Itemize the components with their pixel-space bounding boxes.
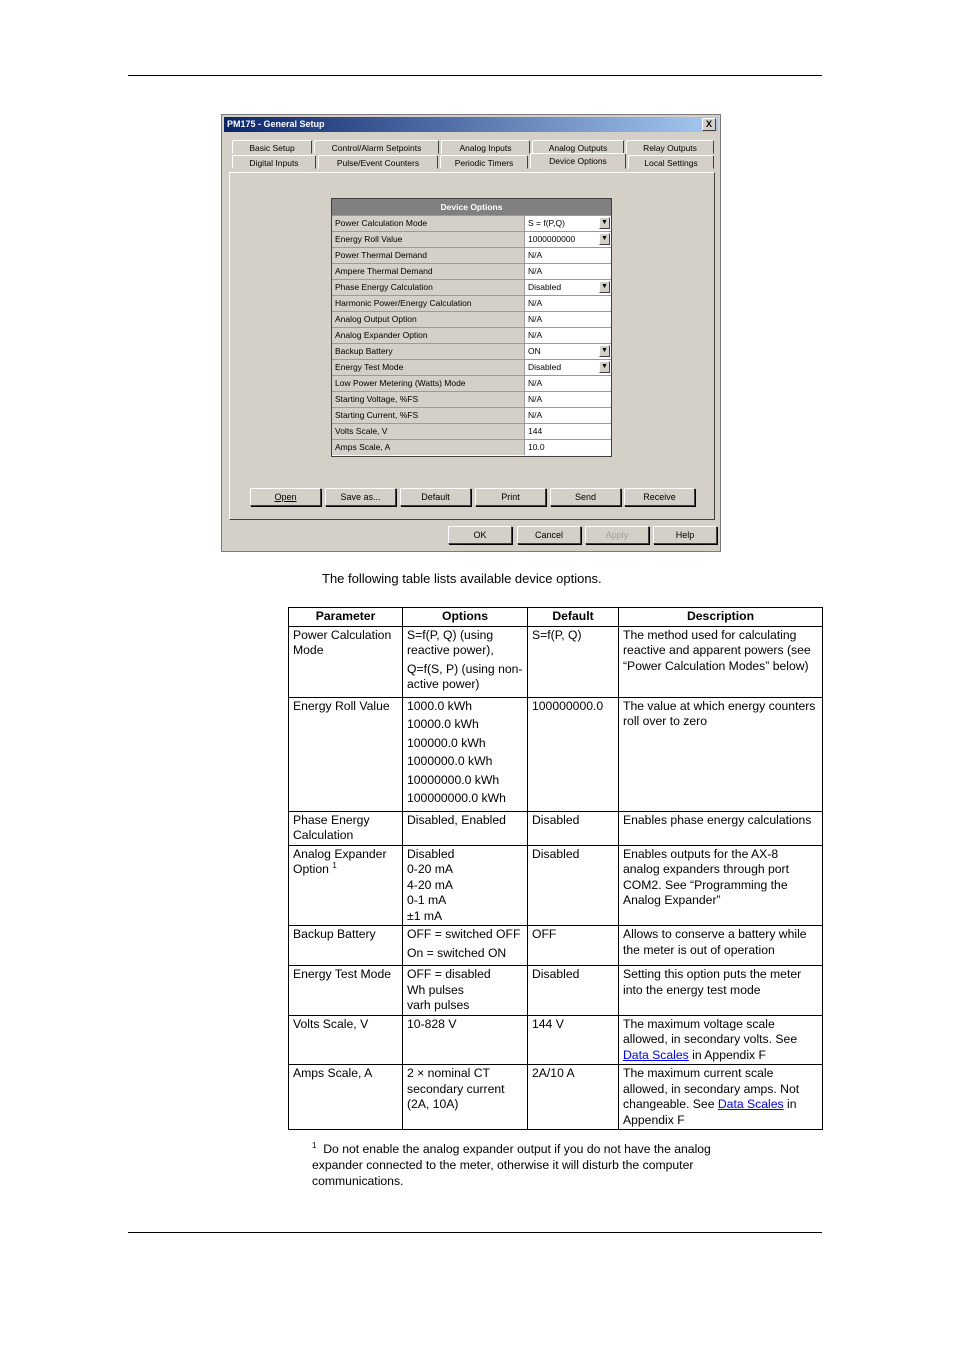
grid-param-name: Analog Output Option [332,312,525,327]
grid-param-name: Power Calculation Mode [332,216,525,231]
options-cell [403,1015,528,1065]
device-options-grid [331,198,612,457]
option-value: 10-828 V [407,1016,457,1031]
tab-pulse-event-counters[interactable]: Pulse/Event Counters [318,155,438,169]
option-value: Q=f(S, P) (using non-active power) [407,661,523,691]
save-as-button[interactable] [325,488,396,506]
grid-value-text: Disabled [528,282,562,292]
footnote [312,1141,732,1189]
footnote-text: Do not enable the analog expander output if you do not have the analog expander connected to the meter, otherwise it will disturb the computer communications. [312,1142,711,1188]
open-button[interactable] [250,488,321,506]
grid-row [332,247,611,263]
grid-param-value[interactable] [525,392,611,407]
grid-value-text: 10.0 [528,442,545,452]
chevron-down-icon[interactable]: ▼ [599,281,610,293]
parameter-cell [289,697,403,811]
default-value: Disabled [532,967,580,981]
default-cell [528,626,619,697]
grid-param-value[interactable] [525,376,611,391]
chevron-down-icon[interactable]: ▼ [599,233,610,245]
parameter-name: Amps Scale, A [293,1066,373,1080]
options-cell [403,926,528,966]
grid-param-name: Low Power Metering (Watts) Mode [332,376,525,391]
parameter-name: Energy Test Mode [293,967,392,981]
tab-basic-setup[interactable]: Basic Setup [232,140,312,154]
default-cell [528,1015,619,1065]
default-cell [528,966,619,1016]
header-default: Default [528,608,619,627]
print-label: Print [501,492,520,502]
options-cell [403,697,528,811]
grid-param-value[interactable] [525,344,611,359]
option-value: Disabled, Enabled [407,812,506,827]
default-value: S=f(P, Q) [532,627,582,642]
grid-param-value[interactable] [525,280,611,295]
option-value: ±1 mA [407,908,443,923]
description-cell [619,1065,823,1130]
data-scales-link[interactable]: Data Scales [717,1097,784,1111]
description-cell [619,697,823,811]
table-row [289,966,823,1016]
parameter-name: Phase Energy Calculation [293,812,370,842]
grid-param-value[interactable] [525,424,611,439]
description-text: The maximum voltage scale allowed, in secondary volts. See [623,1016,798,1046]
grid-value-text: N/A [528,330,543,340]
description-cell [619,926,823,966]
table-row [289,626,823,697]
default-label: Default [421,492,450,502]
options-cell [403,626,528,697]
option-value: 1000.0 kWh [407,698,473,713]
grid-param-name: Starting Current, %FS [332,408,525,423]
grid-row [332,327,611,343]
cancel-button[interactable]: Cancel [517,526,581,544]
data-scales-link[interactable]: Data Scales [623,1047,689,1062]
open-label: Open [274,492,297,502]
table-caption: The following table lists available device options. [322,571,602,586]
options-cell [403,966,528,1016]
grid-param-name: Energy Roll Value [332,232,525,247]
parameter-cell [289,1015,403,1065]
default-button[interactable] [400,488,471,506]
option-value: 10000.0 kWh [407,717,479,731]
parameter-name: Energy Roll Value [293,698,390,713]
grid-row [332,279,611,295]
tab-control-alarm-setpoints[interactable]: Control/Alarm Setpoints [314,140,439,154]
option-value: OFF = disabled [407,967,491,981]
grid-param-name: Harmonic Power/Energy Calculation [332,296,525,311]
grid-row [332,375,611,391]
grid-value-text: ON [528,346,541,356]
grid-param-value[interactable] [525,328,611,343]
grid-row [332,407,611,423]
dialog-title: PM175 - General Setup [227,119,325,129]
tab-digital-inputs[interactable]: Digital Inputs [232,155,316,169]
receive-button[interactable] [624,488,695,506]
grid-value-text: 1000000000 [528,234,576,244]
grid-param-name: Volts Scale, V [332,424,525,439]
grid-value-text: N/A [528,378,543,388]
grid-param-value[interactable] [525,408,611,423]
description-text: The maximum current scale allowed, in secondary amps. Not changeable. See [623,1066,800,1111]
print-button[interactable] [475,488,546,506]
grid-value-text: N/A [528,394,543,404]
chevron-down-icon[interactable]: ▼ [599,345,610,357]
chevron-down-icon[interactable]: ▼ [599,361,610,373]
table-row [289,1015,823,1065]
description-cell [619,1015,823,1065]
grid-param-value[interactable] [525,312,611,327]
default-value: OFF [532,927,557,941]
grid-row [332,311,611,327]
description-text: Enables phase energy calculations [623,812,812,827]
option-value: 2 × nominal CT secondary current (2A, 10A) [407,1066,505,1111]
parameter-cell [289,926,403,966]
tab-analog-outputs[interactable]: Analog Outputs [532,140,624,154]
grid-param-name: Phase Energy Calculation [332,280,525,295]
option-value: On = switched ON [407,945,507,960]
grid-row [332,295,611,311]
grid-param-value[interactable] [525,360,611,375]
parameter-cell [289,845,403,926]
grid-param-name: Amps Scale, A [332,440,525,455]
description-cell [619,626,823,697]
grid-row [332,231,611,247]
description-text: Setting this option puts the meter into the energy test mode [623,967,802,997]
grid-param-name: Starting Voltage, %FS [332,392,525,407]
general-setup-dialog [221,114,721,552]
grid-row [332,215,611,231]
send-button[interactable] [550,488,621,506]
close-icon[interactable]: X [702,118,716,131]
table-row [289,697,823,811]
tab-local-settings[interactable]: Local Settings [628,155,714,169]
default-cell [528,926,619,966]
save-as-label: Save as... [340,492,381,502]
grid-row [332,391,611,407]
grid-param-value[interactable] [525,440,611,455]
grid-value-text: 144 [528,426,543,436]
grid-value-text: S = f(P,Q) [528,218,565,228]
option-value: Wh pulses [407,982,464,997]
description-text-end: in Appendix F [688,1047,766,1062]
option-value: 4-20 mA [407,877,454,892]
tab-periodic-timers[interactable]: Periodic Timers [440,155,528,169]
grid-param-value[interactable] [525,248,611,263]
grid-param-name: Ampere Thermal Demand [332,264,525,279]
options-cell [403,1065,528,1130]
parameter-name: Volts Scale, V [293,1016,369,1031]
default-value: 144 V [532,1016,564,1031]
grid-value-text: Disabled [528,362,562,372]
option-value: varh pulses [407,998,470,1012]
grid-value-text: N/A [528,298,543,308]
grid-row [332,423,611,439]
option-value: 0-20 mA [407,862,454,876]
grid-row [332,263,611,279]
grid-value-text: N/A [528,314,543,324]
header-description: Description [619,608,823,627]
option-value: S=f(P, Q) (using reactive power), [407,627,494,657]
option-value: 100000.0 kWh [407,735,486,750]
receive-label: Receive [643,492,676,502]
default-value: 2A/10 A [532,1066,575,1080]
description-text: Allows to conserve a battery while the meter is out of operation [623,927,807,957]
default-value: Disabled [532,846,580,861]
option-value: 1000000.0 kWh [407,754,493,768]
grid-value-text: N/A [528,266,543,276]
table-row [289,811,823,845]
options-cell [403,845,528,926]
grid-param-name: Power Thermal Demand [332,248,525,263]
default-value: 100000000.0 [532,698,604,713]
description-text: The method used for calculating reactive and apparent powers (see “Power Calculation Modes” below) [623,627,811,673]
description-text-end: in Appendix F [623,1097,797,1127]
tab-device-options[interactable]: Device Options [530,153,626,169]
parameter-name: Backup Battery [293,927,376,941]
grid-row [332,359,611,375]
grid-value-text: N/A [528,410,543,420]
default-cell [528,845,619,926]
table-row [289,845,823,926]
default-value: Disabled [532,812,580,827]
parameter-cell [289,1065,403,1130]
option-value: 100000000.0 kWh [407,791,506,805]
option-value: 10000000.0 kWh [407,772,500,787]
grid-param-value[interactable] [525,264,611,279]
help-button[interactable]: Help [653,526,717,544]
default-cell [528,697,619,811]
grid-value-text: N/A [528,250,543,260]
description-text: The value at which energy counters roll over to zero [623,698,816,728]
description-cell [619,966,823,1016]
option-value: Disabled [407,846,455,861]
parameter-cell [289,811,403,845]
table-header-row [289,608,823,627]
grid-param-value[interactable] [525,296,611,311]
chevron-down-icon[interactable]: ▼ [599,217,610,229]
grid-param-name: Backup Battery [332,344,525,359]
grid-row [332,343,611,359]
option-value: OFF = switched OFF [407,927,521,941]
header-rule [128,75,822,76]
grid-param-value[interactable] [525,216,611,231]
parameter-name: Power Calculation Mode [293,627,392,657]
dialog-title-bar [224,117,718,132]
footer-rule [128,1232,822,1233]
device-options-table [288,607,823,1130]
tab-relay-outputs[interactable]: Relay Outputs [626,140,714,154]
grid-param-value[interactable] [525,232,611,247]
grid-param-name: Energy Test Mode [332,360,525,375]
tab-analog-inputs[interactable]: Analog Inputs [441,140,530,154]
parameter-cell [289,966,403,1016]
send-label: Send [574,492,597,502]
table-row [289,1065,823,1130]
header-options: Options [403,608,528,627]
apply-button[interactable]: Apply [585,526,649,544]
description-cell [619,811,823,845]
header-parameter: Parameter [289,608,403,627]
options-cell [403,811,528,845]
description-cell [619,845,823,926]
footnote-marker: 1 [312,1140,317,1150]
default-cell [528,811,619,845]
table-row [289,926,823,966]
grid-param-name: Analog Expander Option [332,328,525,343]
grid-row [332,439,611,455]
option-value: 0-1 mA [407,893,447,907]
parameter-cell [289,626,403,697]
description-text: Enables outputs for the AX-8 analog expanders through port COM2. See “Programming the Analog Expander” [623,846,790,907]
footnote-ref: 1 [332,860,337,870]
grid-title: Device Options [332,199,611,215]
parameter-name: Analog Expander Option [293,846,387,876]
ok-button[interactable]: OK [448,526,512,544]
default-cell [528,1065,619,1130]
